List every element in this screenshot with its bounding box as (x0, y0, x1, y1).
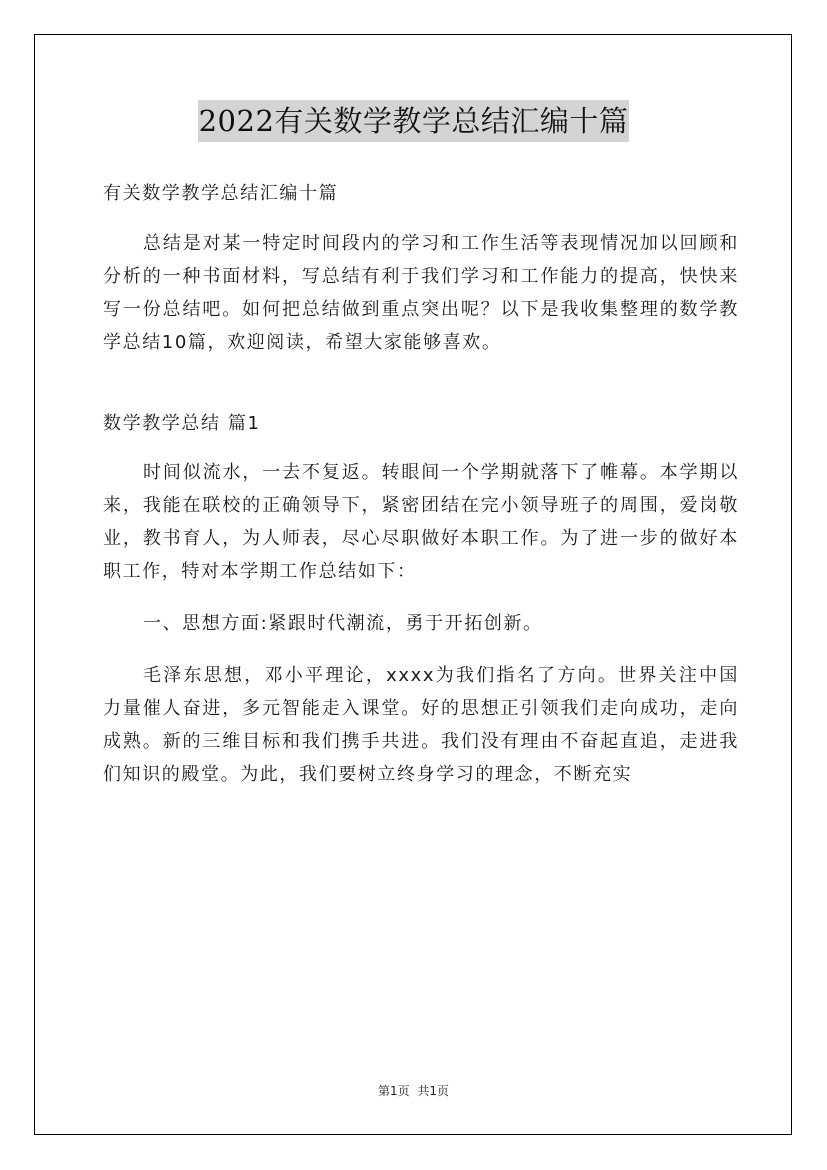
intro-paragraph: 总结是对某一特定时间段内的学习和工作生活等表现情况加以回顾和分析的一种书面材料，写总结有利于我们学习和工作能力的提高，快快来写一份总结吧。如何把总结做到重点突出呢？以下是我收集整理的数学教学总结10篇，欢迎阅读，希望大家能够喜欢。 (103, 233, 739, 353)
document-subtitle: 有关数学教学总结汇编十篇 (103, 183, 339, 204)
document-body (103, 177, 739, 810)
section-heading: 数学教学总结 篇1 (103, 413, 261, 434)
body-paragraph: 时间似流水，一去不复返。转眼间一个学期就落下了帷幕。本学期以来，我能在联校的正确领导下，紧密团结在完小领导班子的周围，爱岗敬业，教书育人，为人师表，尽心尽职做好本职工作。为了进一步的做好本职工作，特对本学期工作总结如下： (103, 462, 739, 582)
page-total: 共1页 (417, 1084, 450, 1098)
page-number: 第1页 (377, 1084, 410, 1098)
title-container (0, 100, 827, 142)
body-paragraph: 毛泽东思想，邓小平理论，xxxx为我们指名了方向。世界关注中国力量催人奋进，多元智能走入课堂。好的思想正引领我们走向成功，走向成熟。新的三维目标和我们携手共进。我们没有理由不奋起直追，走进我们知识的殿堂。为此，我们要树立终身学习的理念，不断充实 (103, 665, 739, 785)
point-heading: 一、思想方面:紧跟时代潮流，勇于开拓创新。 (143, 613, 543, 634)
document-title: 2022有关数学教学总结汇编十篇 (198, 100, 630, 142)
page-footer (0, 1082, 827, 1099)
